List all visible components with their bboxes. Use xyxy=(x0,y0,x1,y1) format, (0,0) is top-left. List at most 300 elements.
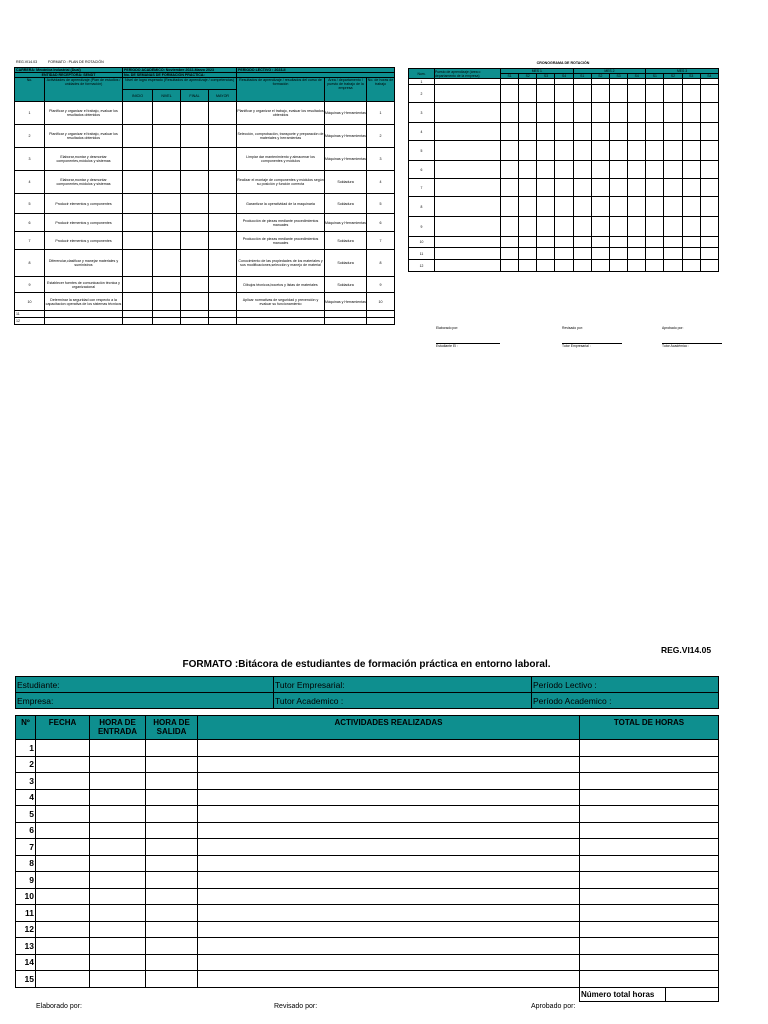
bitacora-row-num: 4 xyxy=(16,789,36,806)
crono-area-cell[interactable] xyxy=(435,161,501,179)
plan-subcol: FINAL xyxy=(181,90,209,102)
bitacora-total-cell[interactable] xyxy=(580,971,719,988)
crono-week-cell[interactable] xyxy=(682,85,700,103)
plan-cell-level[interactable] xyxy=(153,214,181,232)
plan-cell-area: Máquinas y Herramientas xyxy=(325,125,367,148)
crono-week-cell[interactable] xyxy=(591,197,609,217)
crono-week-cell[interactable] xyxy=(700,161,718,179)
bitacora-salida-cell[interactable] xyxy=(146,938,198,955)
plan-cell-level[interactable] xyxy=(209,125,237,148)
crono-row-num: 8 xyxy=(409,197,435,217)
crono-week-cell[interactable] xyxy=(519,123,537,141)
crono-week-cell[interactable] xyxy=(519,141,537,161)
crono-week-cell[interactable] xyxy=(682,197,700,217)
bitacora-total-cell[interactable] xyxy=(580,756,719,773)
bitacora-salida-cell[interactable] xyxy=(146,839,198,856)
crono-week-cell[interactable] xyxy=(700,179,718,197)
crono-week-cell[interactable] xyxy=(555,237,573,248)
crono-week-cell[interactable] xyxy=(664,161,682,179)
bitacora-salida-cell[interactable] xyxy=(146,789,198,806)
crono-week-cell[interactable] xyxy=(537,161,555,179)
plan-cell-level[interactable] xyxy=(209,277,237,293)
bitacora-entrada-cell[interactable] xyxy=(90,773,146,790)
plan-cell-level[interactable] xyxy=(123,277,153,293)
crono-week-cell[interactable] xyxy=(591,217,609,237)
bitacora-row xyxy=(16,971,719,988)
crono-area-cell[interactable] xyxy=(435,85,501,103)
plan-cell-level[interactable] xyxy=(153,277,181,293)
plan-cell-rap: Selección, comprobación, transporte y preparación de materiales y herramientas xyxy=(237,125,325,148)
bitacora-total-cell[interactable] xyxy=(580,938,719,955)
crono-week-cell[interactable] xyxy=(555,217,573,237)
bitacora-total-cell[interactable] xyxy=(580,839,719,856)
crono-week-cell[interactable] xyxy=(591,103,609,123)
bitacora-total-cell[interactable] xyxy=(580,888,719,905)
crono-week-cell[interactable] xyxy=(501,161,519,179)
bitacora-salida-cell[interactable] xyxy=(146,855,198,872)
plan-cell-level[interactable] xyxy=(123,171,153,194)
crono-week-cell[interactable] xyxy=(555,103,573,123)
crono-week-cell[interactable] xyxy=(664,217,682,237)
crono-week-cell[interactable] xyxy=(682,248,700,260)
plan-cell-rap: Producción de piezas mediante procedimientos manuales xyxy=(237,232,325,250)
crono-week-cell[interactable] xyxy=(591,85,609,103)
bitacora-actividades-cell[interactable] xyxy=(198,938,580,955)
crono-week-cell[interactable] xyxy=(501,123,519,141)
crono-week-cell[interactable] xyxy=(646,260,664,272)
crono-week-cell[interactable] xyxy=(609,179,627,197)
bitacora-actividades-cell[interactable] xyxy=(198,789,580,806)
crono-week-cell[interactable] xyxy=(519,85,537,103)
crono-week-cell[interactable] xyxy=(609,260,627,272)
crono-week-cell[interactable] xyxy=(609,237,627,248)
bitacora-entrada-cell[interactable] xyxy=(90,789,146,806)
crono-row xyxy=(409,237,719,248)
bitacora-total-cell[interactable] xyxy=(580,872,719,889)
bitacora-actividades-cell[interactable] xyxy=(198,740,580,757)
crono-week-cell[interactable] xyxy=(573,217,591,237)
bitacora-salida-cell[interactable] xyxy=(146,888,198,905)
crono-week-cell[interactable] xyxy=(664,179,682,197)
crono-week-cell[interactable] xyxy=(537,85,555,103)
plan-cell-level[interactable] xyxy=(153,171,181,194)
plan-cell-actividad: Elaborar,montar y desmontar componentes,módulos y sistemas xyxy=(45,148,123,171)
plan-row xyxy=(15,148,395,171)
crono-week-cell[interactable] xyxy=(609,217,627,237)
plan-cell-level[interactable] xyxy=(181,232,209,250)
bitacora-fecha-cell[interactable] xyxy=(36,822,90,839)
plan-cell-level[interactable] xyxy=(123,102,153,125)
crono-week-cell[interactable] xyxy=(591,179,609,197)
plan-cell-level[interactable] xyxy=(181,250,209,277)
plan-cell-level[interactable] xyxy=(123,148,153,171)
crono-week-cell[interactable] xyxy=(555,141,573,161)
crono-week-cell[interactable] xyxy=(555,161,573,179)
crono-week-cell[interactable] xyxy=(664,141,682,161)
bitacora-actividades-cell[interactable] xyxy=(198,855,580,872)
plan-cell-level[interactable] xyxy=(209,194,237,214)
bitacora-fecha-cell[interactable] xyxy=(36,806,90,823)
crono-week-cell[interactable] xyxy=(664,103,682,123)
bitacora-total-cell[interactable] xyxy=(580,822,719,839)
plan-cell-level[interactable] xyxy=(209,293,237,311)
crono-week-cell[interactable] xyxy=(664,123,682,141)
crono-week-cell[interactable] xyxy=(700,217,718,237)
plan-col-actividades: Actividades de aprendizaje (Plan de estudios / unidades de formación) xyxy=(45,78,123,102)
crono-week-cell[interactable] xyxy=(646,103,664,123)
bitacora-tutor-academico: Tutor Academico : xyxy=(274,693,532,709)
plan-cell-level[interactable] xyxy=(209,171,237,194)
bitacora-entrada-cell[interactable] xyxy=(90,839,146,856)
crono-week-cell[interactable] xyxy=(537,103,555,123)
crono-week-cell[interactable] xyxy=(700,123,718,141)
bitacora-entrada-cell[interactable] xyxy=(90,806,146,823)
bitacora-fecha-cell[interactable] xyxy=(36,954,90,971)
bitacora-salida-cell[interactable] xyxy=(146,921,198,938)
crono-area-cell[interactable] xyxy=(435,141,501,161)
crono-week-cell[interactable] xyxy=(519,197,537,217)
crono-week-cell[interactable] xyxy=(646,161,664,179)
crono-area-cell[interactable] xyxy=(435,123,501,141)
crono-week-cell[interactable] xyxy=(700,260,718,272)
crono-week-cell[interactable] xyxy=(519,260,537,272)
crono-week-cell[interactable] xyxy=(700,197,718,217)
crono-week-cell[interactable] xyxy=(628,197,646,217)
plan-cell-level[interactable] xyxy=(181,293,209,311)
crono-tutor-emp: Tutor Empresarial : xyxy=(562,344,591,348)
bitacora-actividades-cell[interactable] xyxy=(198,839,580,856)
crono-week-cell[interactable] xyxy=(682,179,700,197)
bitacora-total-cell[interactable] xyxy=(580,921,719,938)
bitacora-actividades-cell[interactable] xyxy=(198,971,580,988)
crono-week-cell[interactable] xyxy=(609,103,627,123)
crono-week-cell[interactable] xyxy=(519,179,537,197)
crono-week-cell[interactable] xyxy=(682,141,700,161)
plan-cell-level[interactable] xyxy=(181,125,209,148)
bitacora-total-cell[interactable] xyxy=(580,855,719,872)
bitacora-fecha-cell[interactable] xyxy=(36,855,90,872)
crono-week-cell[interactable] xyxy=(609,123,627,141)
plan-cell-level[interactable] xyxy=(123,232,153,250)
bitacora-total-cell[interactable] xyxy=(580,773,719,790)
crono-week-cell[interactable] xyxy=(628,161,646,179)
bitacora-actividades-cell[interactable] xyxy=(198,872,580,889)
plan-cell-level[interactable] xyxy=(123,311,153,318)
crono-week-cell[interactable] xyxy=(519,217,537,237)
crono-week-cell[interactable] xyxy=(573,179,591,197)
crono-week-cell[interactable] xyxy=(555,85,573,103)
plan-cell-rap: Realizar el montaje de componentes y módulos según su posición y función correcta xyxy=(237,171,325,194)
plan-cell-level[interactable] xyxy=(209,318,237,325)
crono-week-cell[interactable] xyxy=(700,237,718,248)
plan-cell-level[interactable] xyxy=(181,148,209,171)
plan-cell-level[interactable] xyxy=(181,194,209,214)
crono-week-cell[interactable] xyxy=(537,179,555,197)
bitacora-salida-cell[interactable] xyxy=(146,806,198,823)
crono-week-cell[interactable] xyxy=(609,85,627,103)
crono-week-cell[interactable] xyxy=(537,197,555,217)
bitacora-salida-cell[interactable] xyxy=(146,872,198,889)
crono-week-cell[interactable] xyxy=(591,141,609,161)
crono-week-cell[interactable] xyxy=(573,248,591,260)
plan-cell-actividad: Diferenciar,clasificar y manejar materiales y suministros xyxy=(45,250,123,277)
crono-week-cell[interactable] xyxy=(501,85,519,103)
plan-cell-level[interactable] xyxy=(181,311,209,318)
bitacora-entrada-cell[interactable] xyxy=(90,971,146,988)
bitacora-fecha-cell[interactable] xyxy=(36,839,90,856)
bitacora-actividades-cell[interactable] xyxy=(198,905,580,922)
crono-week-cell[interactable] xyxy=(537,123,555,141)
bitacora-actividades-cell[interactable] xyxy=(198,756,580,773)
crono-week-cell[interactable] xyxy=(537,260,555,272)
bitacora-entrada-cell[interactable] xyxy=(90,938,146,955)
bitacora-fecha-cell[interactable] xyxy=(36,921,90,938)
bitacora-fecha-cell[interactable] xyxy=(36,756,90,773)
bitacora-actividades-cell[interactable] xyxy=(198,921,580,938)
bitacora-total-cell[interactable] xyxy=(580,806,719,823)
crono-week-cell[interactable] xyxy=(591,260,609,272)
crono-week-cell[interactable] xyxy=(555,260,573,272)
crono-week-cell[interactable] xyxy=(591,248,609,260)
crono-area-cell[interactable] xyxy=(435,179,501,197)
bitacora-fecha-cell[interactable] xyxy=(36,905,90,922)
crono-week-cell[interactable] xyxy=(700,248,718,260)
crono-week-cell[interactable] xyxy=(646,248,664,260)
plan-cell-level[interactable] xyxy=(153,250,181,277)
plan-cell-level[interactable] xyxy=(153,318,181,325)
plan-cell-level[interactable] xyxy=(153,194,181,214)
plan-cell-level[interactable] xyxy=(123,194,153,214)
bitacora-row-num: 1 xyxy=(16,740,36,757)
crono-week-cell[interactable] xyxy=(501,217,519,237)
plan-cell-level[interactable] xyxy=(153,125,181,148)
bitacora-fecha-cell[interactable] xyxy=(36,789,90,806)
plan-cell-level[interactable] xyxy=(181,214,209,232)
bitacora-actividades-cell[interactable] xyxy=(198,888,580,905)
bitacora-total-cell[interactable] xyxy=(580,905,719,922)
bitacora-entrada-cell[interactable] xyxy=(90,756,146,773)
bitacora-fecha-cell[interactable] xyxy=(36,872,90,889)
crono-area-cell[interactable] xyxy=(435,260,501,272)
plan-row xyxy=(15,214,395,232)
plan-cell-level[interactable] xyxy=(209,311,237,318)
crono-area-cell[interactable] xyxy=(435,248,501,260)
crono-week-cell[interactable] xyxy=(628,141,646,161)
crono-week-cell[interactable] xyxy=(573,161,591,179)
crono-week-cell[interactable] xyxy=(664,260,682,272)
plan-subcol: INICIO xyxy=(123,90,153,102)
crono-week-cell[interactable] xyxy=(537,248,555,260)
crono-week-cell[interactable] xyxy=(682,237,700,248)
crono-week-cell[interactable] xyxy=(501,141,519,161)
bitacora-entrada-cell[interactable] xyxy=(90,872,146,889)
bitacora-row xyxy=(16,921,719,938)
crono-week-cell[interactable] xyxy=(609,161,627,179)
crono-week-cell[interactable] xyxy=(628,217,646,237)
crono-week-cell[interactable] xyxy=(573,103,591,123)
numero-total-value[interactable] xyxy=(666,988,719,1002)
bitacora-fecha-cell[interactable] xyxy=(36,773,90,790)
bitacora-entrada-cell[interactable] xyxy=(90,954,146,971)
crono-week-cell[interactable] xyxy=(573,85,591,103)
crono-week-cell[interactable] xyxy=(628,179,646,197)
plan-cell-level[interactable] xyxy=(123,214,153,232)
plan-cell-level[interactable] xyxy=(123,293,153,311)
crono-row-num: 5 xyxy=(409,141,435,161)
crono-week-cell[interactable] xyxy=(501,197,519,217)
crono-week-cell[interactable] xyxy=(555,123,573,141)
crono-week-cell[interactable] xyxy=(573,141,591,161)
crono-week: S2 xyxy=(664,74,682,79)
crono-week-cell[interactable] xyxy=(700,141,718,161)
bitacora-entrada-cell[interactable] xyxy=(90,905,146,922)
crono-week: S3 xyxy=(609,74,627,79)
bitacora-actividades-cell[interactable] xyxy=(198,806,580,823)
bitacora-total-cell[interactable] xyxy=(580,954,719,971)
crono-week-cell[interactable] xyxy=(682,161,700,179)
bitacora-actividades-cell[interactable] xyxy=(198,773,580,790)
plan-cell-level[interactable] xyxy=(153,232,181,250)
plan-cell-no: 1 xyxy=(15,102,45,125)
plan-cell-level[interactable] xyxy=(209,148,237,171)
bitacora-fecha-cell[interactable] xyxy=(36,888,90,905)
bitacora-fecha-cell[interactable] xyxy=(36,740,90,757)
plan-cell-level[interactable] xyxy=(153,293,181,311)
plan-cell-rap xyxy=(237,311,325,318)
bitacora-actividades-cell[interactable] xyxy=(198,822,580,839)
plan-cell-area: Soldadura xyxy=(325,277,367,293)
crono-week-cell[interactable] xyxy=(609,248,627,260)
plan-cell-level[interactable] xyxy=(209,102,237,125)
plan-cell-no: 9 xyxy=(15,277,45,293)
bitacora-total-cell[interactable] xyxy=(580,740,719,757)
bitacora-fecha-cell[interactable] xyxy=(36,971,90,988)
crono-week-cell[interactable] xyxy=(682,123,700,141)
crono-week-cell[interactable] xyxy=(555,179,573,197)
crono-week-cell[interactable] xyxy=(628,85,646,103)
crono-week-cell[interactable] xyxy=(664,237,682,248)
crono-week-cell[interactable] xyxy=(573,123,591,141)
crono-week-cell[interactable] xyxy=(537,217,555,237)
crono-week-cell[interactable] xyxy=(700,103,718,123)
crono-week-cell[interactable] xyxy=(682,217,700,237)
plan-cell-level[interactable] xyxy=(181,318,209,325)
bitacora-entrada-cell[interactable] xyxy=(90,855,146,872)
bitacora-entrada-cell[interactable] xyxy=(90,921,146,938)
crono-week-cell[interactable] xyxy=(682,103,700,123)
crono-week-cell[interactable] xyxy=(609,197,627,217)
crono-week-cell[interactable] xyxy=(537,141,555,161)
crono-week-cell[interactable] xyxy=(646,123,664,141)
crono-week-cell[interactable] xyxy=(628,103,646,123)
crono-area-cell[interactable] xyxy=(435,217,501,237)
crono-week-cell[interactable] xyxy=(646,179,664,197)
crono-week-cell[interactable] xyxy=(646,237,664,248)
crono-area-cell[interactable] xyxy=(435,197,501,217)
plan-cell-level[interactable] xyxy=(209,250,237,277)
crono-week-cell[interactable] xyxy=(609,141,627,161)
bitacora-salida-cell[interactable] xyxy=(146,773,198,790)
crono-week-cell[interactable] xyxy=(501,179,519,197)
crono-week-cell[interactable] xyxy=(591,161,609,179)
plan-cell-level[interactable] xyxy=(153,102,181,125)
crono-month: MES 3 xyxy=(646,69,719,74)
plan-cell-level[interactable] xyxy=(123,125,153,148)
crono-area-cell[interactable] xyxy=(435,103,501,123)
crono-week-cell[interactable] xyxy=(573,197,591,217)
crono-week-cell[interactable] xyxy=(573,260,591,272)
bitacora-row xyxy=(16,756,719,773)
bitacora-entrada-cell[interactable] xyxy=(90,822,146,839)
crono-week-cell[interactable] xyxy=(700,85,718,103)
crono-week-cell[interactable] xyxy=(682,260,700,272)
crono-week-cell[interactable] xyxy=(664,85,682,103)
crono-week-cell[interactable] xyxy=(501,237,519,248)
crono-week-cell[interactable] xyxy=(501,260,519,272)
crono-week-cell[interactable] xyxy=(591,123,609,141)
crono-week-cell[interactable] xyxy=(555,197,573,217)
plan-cell-level[interactable] xyxy=(123,318,153,325)
crono-week-cell[interactable] xyxy=(501,248,519,260)
crono-week-cell[interactable] xyxy=(628,248,646,260)
crono-week-cell[interactable] xyxy=(573,237,591,248)
plan-cell-level[interactable] xyxy=(153,311,181,318)
crono-week-cell[interactable] xyxy=(628,260,646,272)
bitacora-fecha-cell[interactable] xyxy=(36,938,90,955)
plan-col-nivel: Nivel de logro esperado (Resultados de aprendizaje / competencias) xyxy=(123,78,237,90)
crono-week-cell[interactable] xyxy=(646,85,664,103)
crono-area-cell[interactable] xyxy=(435,237,501,248)
crono-week-cell[interactable] xyxy=(519,237,537,248)
crono-week-cell[interactable] xyxy=(555,248,573,260)
crono-week-cell[interactable] xyxy=(646,217,664,237)
plan-periodo-academico: PERÍODO ACADÉMICO: Noviembre 2022-Marzo 2023 xyxy=(123,68,237,73)
bitacora-salida-cell[interactable] xyxy=(146,822,198,839)
crono-week-cell[interactable] xyxy=(664,248,682,260)
bitacora-total-cell[interactable] xyxy=(580,789,719,806)
plan-cell-level[interactable] xyxy=(181,277,209,293)
plan-cell-level[interactable] xyxy=(181,102,209,125)
crono-row xyxy=(409,161,719,179)
bitacora-entrada-cell[interactable] xyxy=(90,740,146,757)
plan-cell-level[interactable] xyxy=(209,214,237,232)
crono-title: CRONOGRAMA DE ROTACIÓN xyxy=(536,61,590,65)
crono-week-cell[interactable] xyxy=(628,123,646,141)
crono-week-cell[interactable] xyxy=(628,237,646,248)
crono-week-cell[interactable] xyxy=(519,248,537,260)
bitacora-actividades-cell[interactable] xyxy=(198,954,580,971)
bitacora-salida-cell[interactable] xyxy=(146,740,198,757)
crono-week-cell[interactable] xyxy=(519,103,537,123)
crono-week-cell[interactable] xyxy=(501,103,519,123)
plan-cell-level[interactable] xyxy=(123,250,153,277)
plan-cell-level[interactable] xyxy=(153,148,181,171)
crono-week-cell[interactable] xyxy=(537,237,555,248)
crono-week-cell[interactable] xyxy=(646,197,664,217)
plan-cell-level[interactable] xyxy=(209,232,237,250)
bitacora-salida-cell[interactable] xyxy=(146,756,198,773)
bitacora-salida-cell[interactable] xyxy=(146,971,198,988)
plan-cell-horas: 3 xyxy=(367,148,395,171)
bitacora-salida-cell[interactable] xyxy=(146,905,198,922)
plan-cell-level[interactable] xyxy=(181,171,209,194)
crono-week-cell[interactable] xyxy=(519,161,537,179)
bitacora-entrada-cell[interactable] xyxy=(90,888,146,905)
crono-week-cell[interactable] xyxy=(646,141,664,161)
bitacora-salida-cell[interactable] xyxy=(146,954,198,971)
crono-week-cell[interactable] xyxy=(664,197,682,217)
crono-week-cell[interactable] xyxy=(591,237,609,248)
